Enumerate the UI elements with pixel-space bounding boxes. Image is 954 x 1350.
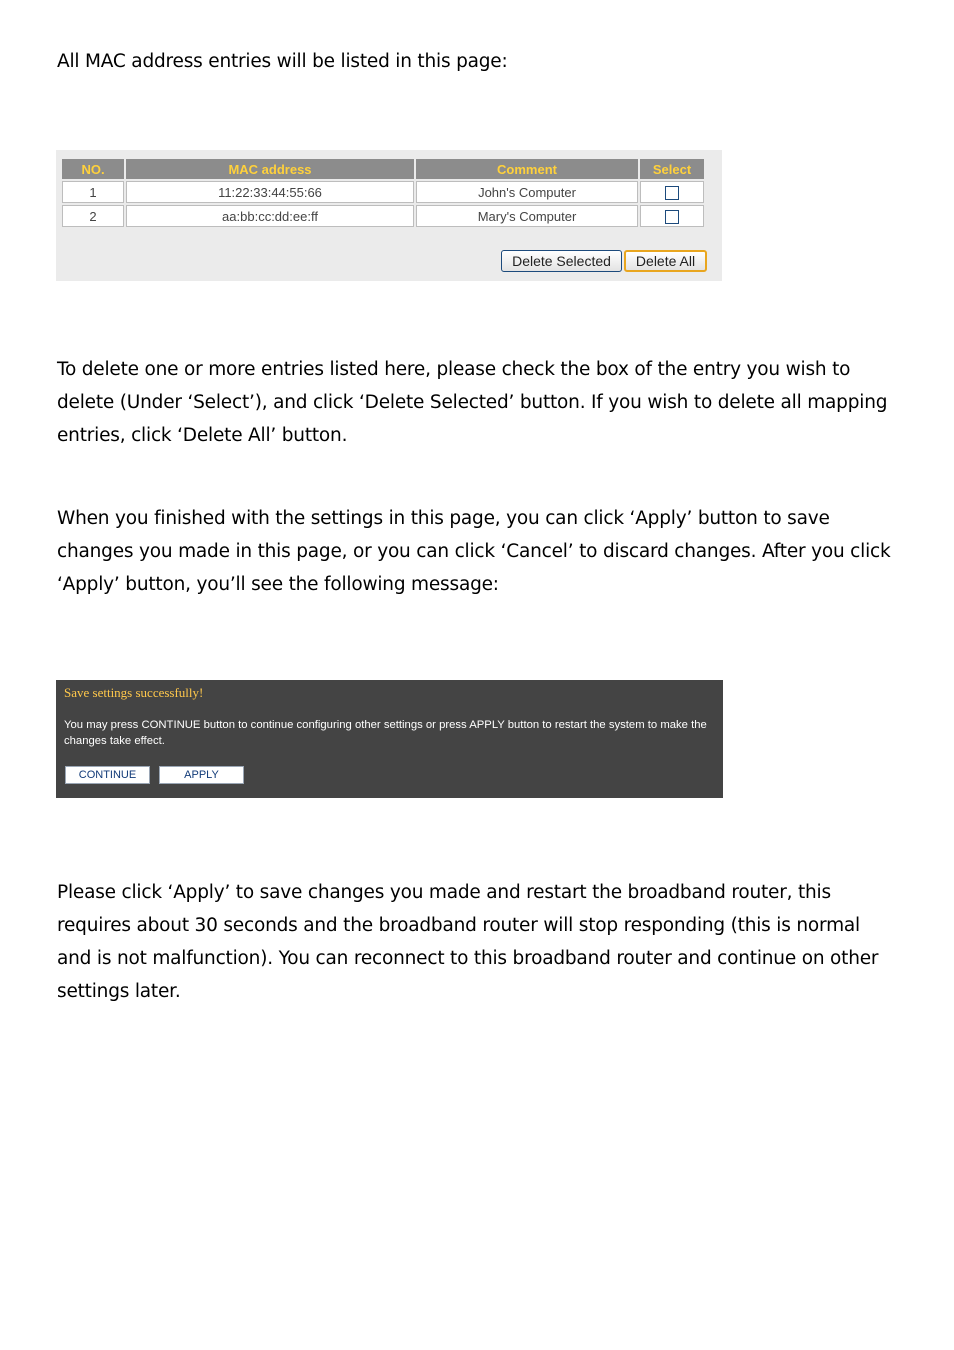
- header-comment: Comment: [416, 159, 638, 179]
- apply-instructions-paragraph: When you finished with the settings in this page, you can click ‘Apply’ button to save changes you made in this page, or you can click ‘Cancel’ to discard changes. After you click ‘Apply’ button, you’ll see the following message:: [57, 508, 891, 595]
- header-mac-address: MAC address: [126, 159, 414, 179]
- select-checkbox[interactable]: [665, 210, 679, 224]
- row-no: 1: [62, 181, 124, 203]
- select-checkbox[interactable]: [665, 186, 679, 200]
- continue-button[interactable]: CONTINUE: [65, 766, 150, 784]
- row-select-cell: [640, 181, 704, 203]
- delete-all-button[interactable]: Delete All: [624, 250, 707, 272]
- apply-button[interactable]: APPLY: [159, 766, 244, 784]
- delete-instructions-paragraph: To delete one or more entries listed here, please check the box of the entry you wish to delete (Under ‘Select’), and click ‘Delete Selected’ button. If you wish to delete all mapping entries, click ‘Delete All’ button.: [57, 359, 888, 446]
- row-mac: aa:bb:cc:dd:ee:ff: [126, 205, 414, 227]
- delete-selected-button[interactable]: Delete Selected: [501, 250, 622, 272]
- closing-paragraph: Please click ‘Apply’ to save changes you made and restart the broadband router, this requires about 30 seconds and the broadband router will stop responding (this is normal and is not malfunction). You can reconnect to this broadband router and continue on other settings later.: [57, 882, 879, 1002]
- table-row: [62, 181, 704, 203]
- row-comment: John's Computer: [416, 181, 638, 203]
- row-mac: 11:22:33:44:55:66: [126, 181, 414, 203]
- table-row: [62, 205, 704, 227]
- row-no: 2: [62, 205, 124, 227]
- row-comment: Mary's Computer: [416, 205, 638, 227]
- mac-address-table: [60, 157, 706, 229]
- table-header-row: [62, 159, 704, 179]
- mac-address-table-panel: [56, 150, 722, 281]
- row-select-cell: [640, 205, 704, 227]
- header-no: NO.: [62, 159, 124, 179]
- header-select: Select: [640, 159, 704, 179]
- save-dialog-title: Save settings successfully!: [64, 685, 204, 700]
- save-dialog-message: You may press CONTINUE button to continue configuring other settings or press APPLY button to restart the system to make the changes take effect.: [64, 719, 707, 747]
- save-settings-dialog: [56, 680, 723, 798]
- intro-paragraph: All MAC address entries will be listed in this page:: [57, 51, 508, 72]
